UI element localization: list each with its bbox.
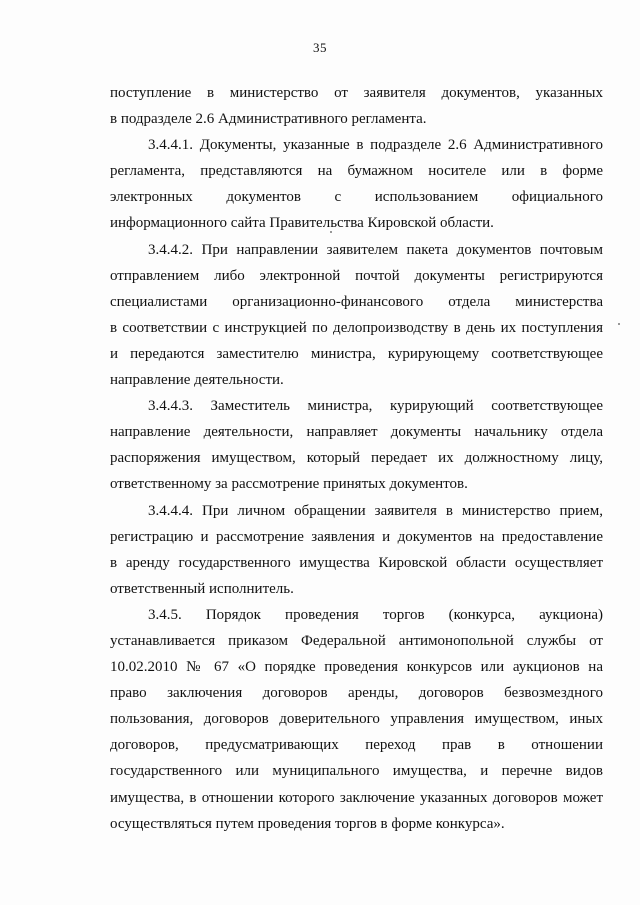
document-body	[110, 80, 603, 837]
text-line: и передаются заместителю министра, курирующему соответствующее	[110, 345, 603, 362]
text-line: распоряжения имуществом, который передает их должностному лицу,	[110, 450, 603, 467]
text-line: направление деятельности.	[110, 372, 284, 389]
page-number: 35	[313, 40, 327, 55]
text-line: имущества, в отношении которого заключение указанных договоров может	[110, 789, 603, 806]
text-line: регистрацию и рассмотрение заявления и документов на предоставление	[110, 528, 603, 545]
paragraph-3-4-4-4	[110, 498, 603, 602]
text-line: в подразделе 2.6 Административного регламента.	[110, 111, 427, 128]
text-line: 3.4.4.1. Документы, указанные в подразделе 2.6 Административного	[148, 137, 603, 154]
text-line: государственного или муниципального имущества, и перечне видов	[110, 763, 603, 780]
text-line: 10.02.2010 № 67 «О порядке проведения конкурсов или аукционов на	[110, 659, 603, 676]
text-line: регламента, представляются на бумажном носителе или в форме	[110, 163, 603, 180]
text-line: 3.4.4.2. При направлении заявителем пакета документов почтовым	[148, 241, 603, 258]
text-line: электронных документов с использованием официального	[110, 189, 603, 206]
scan-speck	[330, 231, 332, 233]
text-line: пользования, договоров доверительного управления имуществом, иных	[110, 711, 603, 728]
text-line: договоров, предусматривающих переход прав в отношении	[110, 737, 603, 754]
paragraph-3-4-4-3	[110, 393, 603, 497]
text-line: устанавливается приказом Федеральной антимонопольной службы от	[110, 632, 603, 649]
text-line: ответственный исполнитель.	[110, 580, 294, 597]
text-line: поступление в министерство от заявителя документов, указанных	[110, 85, 603, 101]
text-line: в аренду государственного имущества Кировской области осуществляет	[110, 554, 603, 571]
text-line: информационного сайта Правительства Кировской области.	[110, 215, 494, 232]
paragraph-intro	[110, 80, 603, 132]
text-line: право заключения договоров аренды, договоров безвозмездного	[110, 685, 603, 702]
scan-speck	[618, 323, 620, 325]
text-line: 3.4.4.4. При личном обращении заявителя в министерство прием,	[148, 502, 603, 519]
text-line: 3.4.4.3. Заместитель министра, курирующий соответствующее	[148, 398, 603, 415]
text-line: направление деятельности, направляет документы начальнику отдела	[110, 424, 603, 441]
text-line: отправлением либо электронной почтой документы регистрируются	[110, 267, 603, 284]
text-line: осуществляться путем проведения торгов в форме конкурса».	[110, 815, 505, 832]
paragraph-3-4-4-1	[110, 132, 603, 236]
text-line: ответственному за рассмотрение принятых документов.	[110, 476, 468, 493]
text-line: в соответствии с инструкцией по делопроизводству в день их поступления	[110, 319, 603, 336]
text-line: 3.4.5. Порядок проведения торгов (конкурса, аукциона)	[148, 606, 603, 623]
paragraph-3-4-4-2	[110, 237, 603, 394]
paragraph-3-4-5	[110, 602, 603, 837]
text-line: специалистами организационно-финансового отдела министерства	[110, 293, 603, 310]
